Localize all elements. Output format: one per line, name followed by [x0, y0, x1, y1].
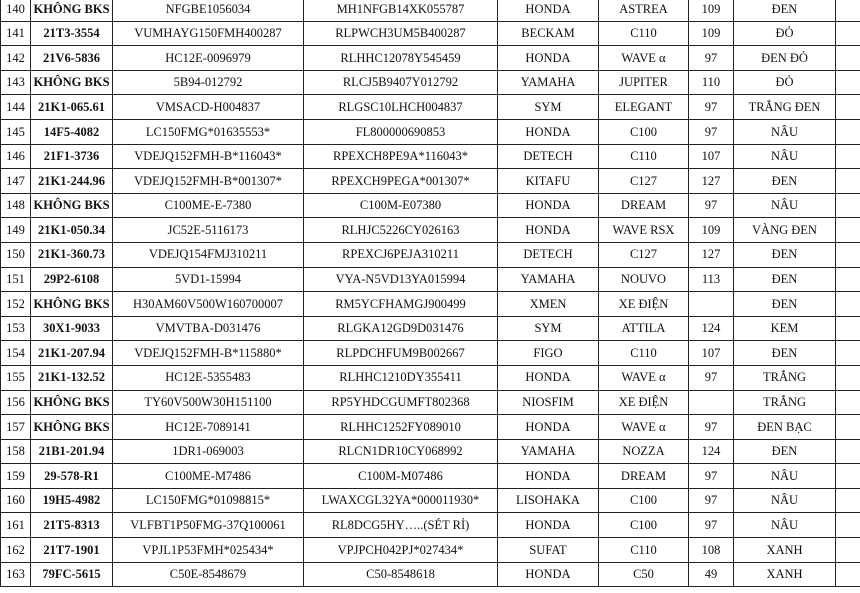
color-cell: ĐEN ĐỎ — [734, 46, 836, 71]
engine-number-cell: HC12E-7089141 — [113, 415, 304, 440]
table-row — [1, 464, 860, 489]
frame-number-cell: RLHHC1252FY089010 — [304, 415, 498, 440]
model-cell: WAVE α — [599, 365, 689, 390]
engine-capacity-cell: 124 — [689, 316, 734, 341]
color-cell: ĐEN — [734, 169, 836, 194]
plate-cell: KHÔNG BKS — [31, 70, 113, 95]
brand-cell: HONDA — [498, 562, 599, 587]
engine-number-cell: JC52E-5116173 — [113, 218, 304, 243]
model-cell: C110 — [599, 144, 689, 169]
plate-cell: 21K1-360.73 — [31, 242, 113, 267]
frame-number-cell: C100M-M07486 — [304, 464, 498, 489]
row-number-cell: 152 — [1, 292, 31, 317]
brand-cell: HONDA — [498, 0, 599, 21]
model-cell: C50 — [599, 562, 689, 587]
engine-number-cell: 1DR1-069003 — [113, 439, 304, 464]
frame-number-cell: RLCJ5B9407Y012792 — [304, 70, 498, 95]
plate-cell: 21K1-244.96 — [31, 169, 113, 194]
engine-number-cell: VDEJQ154FMJ310211 — [113, 242, 304, 267]
table-row — [1, 242, 860, 267]
table-row — [1, 95, 860, 120]
plate-cell: 21T5-8313 — [31, 513, 113, 538]
empty-cell — [836, 390, 860, 415]
engine-capacity-cell: 110 — [689, 70, 734, 95]
row-number-cell: 151 — [1, 267, 31, 292]
row-number-cell: 157 — [1, 415, 31, 440]
brand-cell: HONDA — [498, 193, 599, 218]
model-cell: C100 — [599, 513, 689, 538]
model-cell: C100 — [599, 119, 689, 144]
color-cell: XANH — [734, 562, 836, 587]
row-number-cell: 147 — [1, 169, 31, 194]
empty-cell — [836, 21, 860, 46]
empty-cell — [836, 193, 860, 218]
row-number-cell: 156 — [1, 390, 31, 415]
table-row — [1, 119, 860, 144]
color-cell: ĐEN — [734, 242, 836, 267]
empty-cell — [836, 218, 860, 243]
empty-cell — [836, 267, 860, 292]
table-row — [1, 538, 860, 563]
engine-capacity-cell — [689, 292, 734, 317]
model-cell: C110 — [599, 21, 689, 46]
plate-cell: 30X1-9033 — [31, 316, 113, 341]
row-number-cell: 161 — [1, 513, 31, 538]
plate-cell: 19H5-4982 — [31, 488, 113, 513]
engine-capacity-cell: 109 — [689, 0, 734, 21]
color-cell: ĐEN — [734, 439, 836, 464]
empty-cell — [836, 464, 860, 489]
table-row — [1, 341, 860, 366]
engine-capacity-cell: 49 — [689, 562, 734, 587]
frame-number-cell: LWAXCGL32YA*000011930* — [304, 488, 498, 513]
frame-number-cell: RLPWCH3UM5B400287 — [304, 21, 498, 46]
plate-cell: 79FC-5615 — [31, 562, 113, 587]
empty-cell — [836, 513, 860, 538]
engine-number-cell: VUMHAYG150FMH400287 — [113, 21, 304, 46]
model-cell: WAVE α — [599, 415, 689, 440]
table-row — [1, 144, 860, 169]
frame-number-cell: MH1NFGB14XK055787 — [304, 0, 498, 21]
plate-cell: 21F1-3736 — [31, 144, 113, 169]
engine-capacity-cell: 109 — [689, 218, 734, 243]
model-cell: JUPITER — [599, 70, 689, 95]
empty-cell — [836, 341, 860, 366]
plate-cell: KHÔNG BKS — [31, 0, 113, 21]
color-cell: NÂU — [734, 488, 836, 513]
empty-cell — [836, 488, 860, 513]
engine-number-cell: VDEJQ152FMH-B*001307* — [113, 169, 304, 194]
engine-number-cell: VPJL1P53FMH*025434* — [113, 538, 304, 563]
plate-cell: 21T7-1901 — [31, 538, 113, 563]
color-cell: ĐEN BẠC — [734, 415, 836, 440]
empty-cell — [836, 292, 860, 317]
table-row — [1, 365, 860, 390]
table-row — [1, 513, 860, 538]
row-number-cell: 141 — [1, 21, 31, 46]
row-number-cell: 155 — [1, 365, 31, 390]
color-cell: NÂU — [734, 193, 836, 218]
model-cell: C110 — [599, 341, 689, 366]
engine-capacity-cell: 107 — [689, 144, 734, 169]
brand-cell: HONDA — [498, 218, 599, 243]
engine-number-cell: NFGBE1056034 — [113, 0, 304, 21]
engine-number-cell: C50E-8548679 — [113, 562, 304, 587]
row-number-cell: 160 — [1, 488, 31, 513]
plate-cell: 21T3-3554 — [31, 21, 113, 46]
row-number-cell: 148 — [1, 193, 31, 218]
brand-cell: BECKAM — [498, 21, 599, 46]
engine-capacity-cell — [689, 390, 734, 415]
brand-cell: DETECH — [498, 242, 599, 267]
plate-cell: KHÔNG BKS — [31, 390, 113, 415]
engine-number-cell: VDEJQ152FMH-B*116043* — [113, 144, 304, 169]
engine-capacity-cell: 97 — [689, 488, 734, 513]
row-number-cell: 159 — [1, 464, 31, 489]
frame-number-cell: RLGKA12GD9D031476 — [304, 316, 498, 341]
engine-number-cell: VDEJQ152FMH-B*115880* — [113, 341, 304, 366]
plate-cell: KHÔNG BKS — [31, 415, 113, 440]
engine-capacity-cell: 109 — [689, 21, 734, 46]
brand-cell: HONDA — [498, 365, 599, 390]
empty-cell — [836, 0, 860, 21]
plate-cell: 21K1-050.34 — [31, 218, 113, 243]
empty-cell — [836, 415, 860, 440]
row-number-cell: 158 — [1, 439, 31, 464]
model-cell: ATTILA — [599, 316, 689, 341]
color-cell: XANH — [734, 538, 836, 563]
empty-cell — [836, 46, 860, 71]
table-row — [1, 169, 860, 194]
table-row — [1, 46, 860, 71]
table-row — [1, 267, 860, 292]
frame-number-cell: RLPDCHFUM9B002667 — [304, 341, 498, 366]
empty-cell — [836, 119, 860, 144]
model-cell: NOUVO — [599, 267, 689, 292]
engine-number-cell: HC12E-0096979 — [113, 46, 304, 71]
engine-capacity-cell: 97 — [689, 415, 734, 440]
model-cell: NOZZA — [599, 439, 689, 464]
color-cell: NÂU — [734, 513, 836, 538]
row-number-cell: 150 — [1, 242, 31, 267]
plate-cell: 21K1-065.61 — [31, 95, 113, 120]
brand-cell: NIOSFIM — [498, 390, 599, 415]
plate-cell: 21B1-201.94 — [31, 439, 113, 464]
plate-cell: 21V6-5836 — [31, 46, 113, 71]
vehicle-table-body — [1, 0, 860, 587]
row-number-cell: 145 — [1, 119, 31, 144]
model-cell: XE ĐIỆN — [599, 390, 689, 415]
color-cell: ĐEN — [734, 341, 836, 366]
table-row — [1, 21, 860, 46]
plate-cell: KHÔNG BKS — [31, 292, 113, 317]
color-cell: NÂU — [734, 144, 836, 169]
engine-number-cell: H30AM60V500W160700007 — [113, 292, 304, 317]
empty-cell — [836, 365, 860, 390]
engine-capacity-cell: 97 — [689, 46, 734, 71]
frame-number-cell: RLHHC12078Y545459 — [304, 46, 498, 71]
frame-number-cell: RP5YHDCGUMFT802368 — [304, 390, 498, 415]
brand-cell: SUFAT — [498, 538, 599, 563]
row-number-cell: 153 — [1, 316, 31, 341]
plate-cell: 21K1-207.94 — [31, 341, 113, 366]
empty-cell — [836, 439, 860, 464]
row-number-cell: 143 — [1, 70, 31, 95]
color-cell: ĐEN — [734, 292, 836, 317]
plate-cell: KHÔNG BKS — [31, 193, 113, 218]
model-cell: DREAM — [599, 464, 689, 489]
frame-number-cell: FL800000690853 — [304, 119, 498, 144]
frame-number-cell: RL8DCG5HY…..(SÉT RỈ) — [304, 513, 498, 538]
row-number-cell: 142 — [1, 46, 31, 71]
plate-cell: 14F5-4082 — [31, 119, 113, 144]
frame-number-cell: RM5YCFHAMGJ900499 — [304, 292, 498, 317]
table-row — [1, 292, 860, 317]
model-cell: C127 — [599, 242, 689, 267]
frame-number-cell: RLCN1DR10CY068992 — [304, 439, 498, 464]
table-row — [1, 218, 860, 243]
model-cell: C110 — [599, 538, 689, 563]
frame-number-cell: RLHHC1210DY355411 — [304, 365, 498, 390]
brand-cell: HONDA — [498, 464, 599, 489]
engine-capacity-cell: 97 — [689, 464, 734, 489]
empty-cell — [836, 562, 860, 587]
color-cell: ĐỎ — [734, 21, 836, 46]
frame-number-cell: RPEXCH8PE9A*116043* — [304, 144, 498, 169]
row-number-cell: 146 — [1, 144, 31, 169]
empty-cell — [836, 70, 860, 95]
brand-cell: YAMAHA — [498, 70, 599, 95]
table-row — [1, 193, 860, 218]
brand-cell: FIGO — [498, 341, 599, 366]
plate-cell: 29P2-6108 — [31, 267, 113, 292]
frame-number-cell: RPEXCJ6PEJA310211 — [304, 242, 498, 267]
table-row — [1, 488, 860, 513]
table-row — [1, 70, 860, 95]
frame-number-cell: RPEXCH9PEGA*001307* — [304, 169, 498, 194]
color-cell: TRẮNG — [734, 390, 836, 415]
brand-cell: YAMAHA — [498, 267, 599, 292]
empty-cell — [836, 316, 860, 341]
engine-capacity-cell: 127 — [689, 169, 734, 194]
engine-number-cell: LC150FMG*01635553* — [113, 119, 304, 144]
engine-number-cell: VMSACD-H004837 — [113, 95, 304, 120]
color-cell: VÀNG ĐEN — [734, 218, 836, 243]
empty-cell — [836, 144, 860, 169]
frame-number-cell: C100M-E07380 — [304, 193, 498, 218]
engine-number-cell: VLFBT1P50FMG-37Q100061 — [113, 513, 304, 538]
frame-number-cell: VPJPCH042PJ*027434* — [304, 538, 498, 563]
color-cell: NÂU — [734, 119, 836, 144]
empty-cell — [836, 242, 860, 267]
empty-cell — [836, 538, 860, 563]
brand-cell: SYM — [498, 95, 599, 120]
model-cell: ASTREA — [599, 0, 689, 21]
frame-number-cell: RLHJC5226CY026163 — [304, 218, 498, 243]
frame-number-cell: C50-8548618 — [304, 562, 498, 587]
engine-capacity-cell: 97 — [689, 95, 734, 120]
brand-cell: HONDA — [498, 119, 599, 144]
engine-capacity-cell: 97 — [689, 365, 734, 390]
table-row — [1, 316, 860, 341]
engine-capacity-cell: 127 — [689, 242, 734, 267]
row-number-cell: 162 — [1, 538, 31, 563]
color-cell: ĐỎ — [734, 70, 836, 95]
engine-number-cell: VMVTBA-D031476 — [113, 316, 304, 341]
model-cell: WAVE RSX — [599, 218, 689, 243]
brand-cell: DETECH — [498, 144, 599, 169]
engine-capacity-cell: 107 — [689, 341, 734, 366]
model-cell: ELEGANT — [599, 95, 689, 120]
model-cell: DREAM — [599, 193, 689, 218]
model-cell: C100 — [599, 488, 689, 513]
table-row — [1, 390, 860, 415]
brand-cell: LISOHAKA — [498, 488, 599, 513]
engine-capacity-cell: 97 — [689, 119, 734, 144]
engine-number-cell: HC12E-5355483 — [113, 365, 304, 390]
row-number-cell: 144 — [1, 95, 31, 120]
row-number-cell: 163 — [1, 562, 31, 587]
engine-capacity-cell: 124 — [689, 439, 734, 464]
table-row — [1, 415, 860, 440]
color-cell: KEM — [734, 316, 836, 341]
row-number-cell: 149 — [1, 218, 31, 243]
color-cell: TRẮNG — [734, 365, 836, 390]
empty-cell — [836, 95, 860, 120]
engine-capacity-cell: 97 — [689, 513, 734, 538]
engine-capacity-cell: 97 — [689, 193, 734, 218]
brand-cell: SYM — [498, 316, 599, 341]
table-row — [1, 562, 860, 587]
color-cell: ĐEN — [734, 267, 836, 292]
color-cell: TRẮNG ĐEN — [734, 95, 836, 120]
engine-capacity-cell: 113 — [689, 267, 734, 292]
plate-cell: 29-578-R1 — [31, 464, 113, 489]
brand-cell: KITAFU — [498, 169, 599, 194]
brand-cell: HONDA — [498, 513, 599, 538]
model-cell: WAVE α — [599, 46, 689, 71]
row-number-cell: 140 — [1, 0, 31, 21]
brand-cell: XMEN — [498, 292, 599, 317]
row-number-cell: 154 — [1, 341, 31, 366]
frame-number-cell: RLGSC10LHCH004837 — [304, 95, 498, 120]
color-cell: NÂU — [734, 464, 836, 489]
engine-number-cell: 5VD1-15994 — [113, 267, 304, 292]
color-cell: ĐEN — [734, 0, 836, 21]
table-row — [1, 439, 860, 464]
engine-number-cell: TY60V500W30H151100 — [113, 390, 304, 415]
brand-cell: HONDA — [498, 46, 599, 71]
model-cell: XE ĐIỆN — [599, 292, 689, 317]
engine-number-cell: C100ME-E-7380 — [113, 193, 304, 218]
table-row — [1, 0, 860, 21]
engine-capacity-cell: 108 — [689, 538, 734, 563]
brand-cell: YAMAHA — [498, 439, 599, 464]
brand-cell: HONDA — [498, 415, 599, 440]
model-cell: C127 — [599, 169, 689, 194]
frame-number-cell: VYA-N5VD13YA015994 — [304, 267, 498, 292]
engine-number-cell: 5B94-012792 — [113, 70, 304, 95]
empty-cell — [836, 169, 860, 194]
plate-cell: 21K1-132.52 — [31, 365, 113, 390]
engine-number-cell: LC150FMG*01098815* — [113, 488, 304, 513]
engine-number-cell: C100ME-M7486 — [113, 464, 304, 489]
